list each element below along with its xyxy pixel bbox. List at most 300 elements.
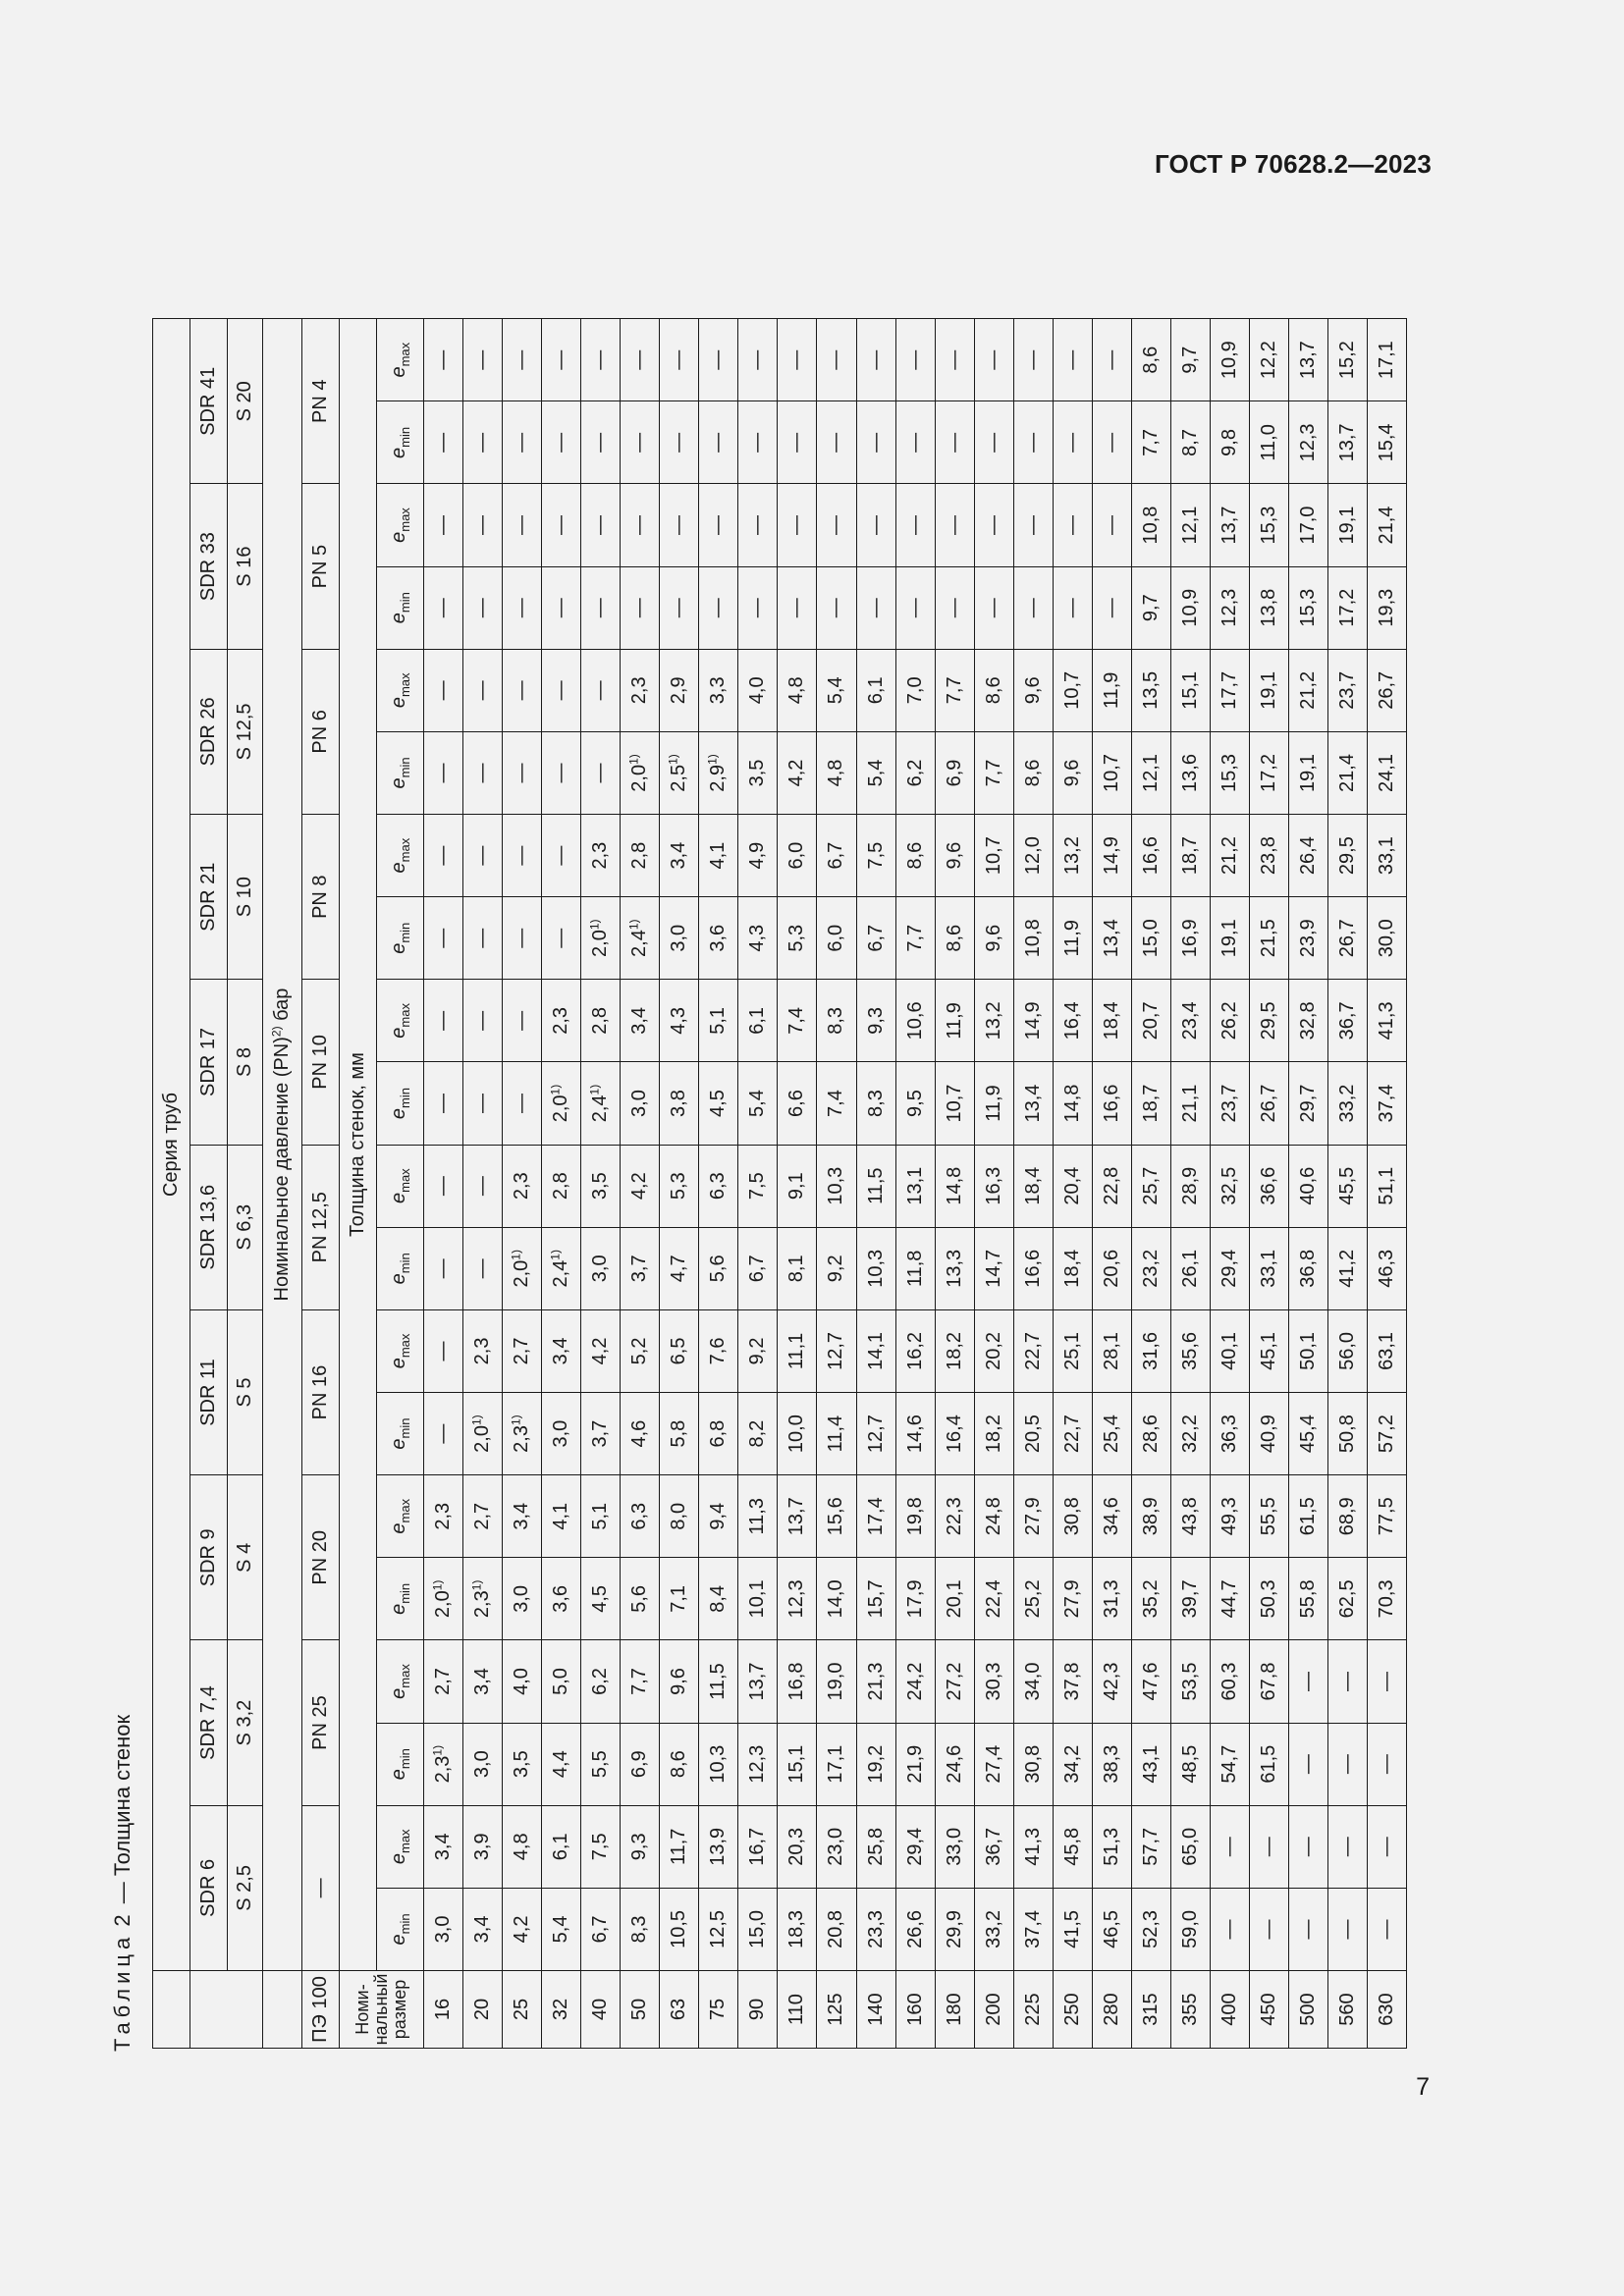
thickness-cell: — — [503, 897, 542, 980]
thickness-cell: 45,8 — [1053, 1805, 1092, 1888]
thickness-cell: 16,6 — [1131, 815, 1170, 897]
thickness-cell: — — [856, 319, 895, 401]
thickness-cell: 3,4 — [463, 1888, 503, 1970]
thickness-cell: — — [542, 401, 581, 484]
pn-pressure-header: PN 12,5 — [302, 1145, 340, 1309]
thickness-cell: 34,6 — [1092, 1475, 1131, 1558]
thickness-cell: 8,3 — [817, 980, 856, 1062]
table-caption — [110, 1715, 135, 2052]
thickness-cell: 21,4 — [1328, 731, 1368, 814]
thickness-cell: — — [424, 484, 463, 566]
pn-pressure-header: PN 16 — [302, 1309, 340, 1474]
nominal-size-cell: 250 — [1053, 1971, 1092, 2049]
thickness-cell: 34,2 — [1053, 1723, 1092, 1805]
thickness-cell: — — [1328, 1805, 1368, 1888]
s-series-header: S 16 — [228, 484, 263, 649]
thickness-cell: 14,9 — [1013, 980, 1053, 1062]
thickness-cell: 4,6 — [621, 1393, 660, 1475]
thickness-cell: — — [1053, 401, 1092, 484]
thickness-cell: 3,0 — [581, 1227, 621, 1309]
thickness-cell: — — [738, 401, 778, 484]
nominal-size-cell: 500 — [1289, 1971, 1328, 2049]
thickness-cell: — — [1013, 401, 1053, 484]
thickness-cell: — — [817, 319, 856, 401]
sdr-series-header: SDR 21 — [190, 815, 228, 980]
thickness-cell: 7,7 — [621, 1640, 660, 1723]
thickness-cell: 25,2 — [1013, 1558, 1053, 1640]
thickness-cell: 10,3 — [856, 1227, 895, 1309]
wall-thickness-table-wrap — [152, 319, 1398, 2049]
table-row — [778, 319, 817, 2049]
thickness-cell: 7,4 — [778, 980, 817, 1062]
table-row — [895, 319, 935, 2049]
thickness-cell: 47,6 — [1131, 1640, 1170, 1723]
thickness-cell: 15,6 — [817, 1475, 856, 1558]
thickness-cell: 2,7 — [463, 1475, 503, 1558]
thickness-cell: 19,3 — [1368, 566, 1407, 649]
thickness-cell: — — [1289, 1640, 1328, 1723]
table-row — [1289, 319, 1328, 2049]
thickness-cell: 33,1 — [1368, 815, 1407, 897]
thickness-cell: 3,6 — [542, 1558, 581, 1640]
thickness-cell: 15,1 — [1170, 649, 1210, 731]
thickness-cell: 9,7 — [1131, 566, 1170, 649]
thickness-cell: 2,3 — [542, 980, 581, 1062]
thickness-cell: 2,0$^{1)}$ — [503, 1227, 542, 1309]
thickness-cell: 2,0$^{1)}$ — [621, 731, 660, 814]
thickness-cell: — — [542, 649, 581, 731]
table-row — [1013, 319, 1053, 2049]
thickness-cell: 26,7 — [1368, 649, 1407, 731]
thickness-cell: 18,4 — [1013, 1145, 1053, 1227]
thickness-cell: — — [817, 566, 856, 649]
thickness-cell: — — [895, 566, 935, 649]
thickness-cell: 37,8 — [1053, 1640, 1092, 1723]
pressure-title-row — [263, 319, 302, 2049]
emin-header: $e_{min}$ — [377, 1393, 424, 1475]
thickness-cell: 19,2 — [856, 1723, 895, 1805]
thickness-cell: — — [1092, 484, 1131, 566]
thickness-cell: 10,9 — [1210, 319, 1249, 401]
thickness-cell: 6,1 — [738, 980, 778, 1062]
thickness-cell: 5,1 — [581, 1475, 621, 1558]
thickness-cell: 8,4 — [699, 1558, 738, 1640]
emax-header: $e_{max}$ — [377, 1145, 424, 1227]
thickness-cell: 19,1 — [1249, 649, 1288, 731]
thickness-cell: 3,5 — [738, 731, 778, 814]
thickness-cell: 6,6 — [778, 1062, 817, 1145]
thickness-cell: — — [1053, 484, 1092, 566]
s-row — [228, 319, 263, 2049]
thickness-cell: 12,7 — [856, 1393, 895, 1475]
thickness-cell: 18,3 — [778, 1888, 817, 1970]
thickness-cell: — — [581, 319, 621, 401]
thickness-cell: 33,1 — [1249, 1227, 1288, 1309]
row-blank-cell — [190, 1971, 263, 2049]
thickness-cell: 17,9 — [895, 1558, 935, 1640]
thickness-cell: — — [463, 980, 503, 1062]
thickness-cell: — — [581, 484, 621, 566]
thickness-cell: — — [935, 319, 974, 401]
thickness-cell: 36,3 — [1210, 1393, 1249, 1475]
thickness-cell: 12,2 — [1249, 319, 1288, 401]
thickness-cell: 2,4$^{1)}$ — [621, 897, 660, 980]
thickness-cell: 24,8 — [974, 1475, 1013, 1558]
thickness-cell: 20,2 — [974, 1309, 1013, 1392]
thickness-cell: 4,2 — [621, 1145, 660, 1227]
sdr-row — [190, 319, 228, 2049]
footnote-mark: 1) — [430, 1579, 445, 1591]
thickness-cell: 29,5 — [1328, 815, 1368, 897]
thickness-cell: 2,0$^{1)}$ — [463, 1393, 503, 1475]
thickness-cell: 70,3 — [1368, 1558, 1407, 1640]
thickness-cell: 33,2 — [1328, 1062, 1368, 1145]
thickness-cell: — — [1368, 1805, 1407, 1888]
thickness-cell: 18,4 — [1092, 980, 1131, 1062]
thickness-cell: 2,3 — [463, 1309, 503, 1392]
thickness-cell: 9,7 — [1170, 319, 1210, 401]
thickness-cell: 8,6 — [1131, 319, 1170, 401]
thickness-cell: 23,3 — [856, 1888, 895, 1970]
thickness-cell: 56,0 — [1328, 1309, 1368, 1392]
thickness-cell: 8,6 — [660, 1723, 699, 1805]
thickness-cell: — — [1249, 1888, 1288, 1970]
thickness-cell: — — [699, 566, 738, 649]
sdr-series-header: SDR 13,6 — [190, 1145, 228, 1309]
thickness-cell: — — [1289, 1888, 1328, 1970]
thickness-cell: 6,0 — [817, 897, 856, 980]
thickness-cell: 7,7 — [1131, 401, 1170, 484]
thickness-cell: 4,1 — [699, 815, 738, 897]
thickness-cell: 4,5 — [581, 1558, 621, 1640]
thickness-cell: 6,7 — [581, 1888, 621, 1970]
thickness-cell: 14,8 — [1053, 1062, 1092, 1145]
nominal-size-cell: 20 — [463, 1971, 503, 2049]
nominal-size-cell: 450 — [1249, 1971, 1288, 2049]
series-title: Серия труб — [153, 319, 190, 1971]
thickness-cell: 23,4 — [1170, 980, 1210, 1062]
pn-pressure-header: PN 4 — [302, 319, 340, 484]
thickness-cell: — — [778, 484, 817, 566]
thickness-cell: — — [503, 1062, 542, 1145]
thickness-cell: 6,7 — [817, 815, 856, 897]
thickness-cell: 6,0 — [778, 815, 817, 897]
thickness-cell: 5,2 — [621, 1309, 660, 1392]
pn-pressure-header: PN 20 — [302, 1475, 340, 1640]
thickness-cell: 16,6 — [1092, 1062, 1131, 1145]
table-row — [699, 319, 738, 2049]
thickness-cell: 3,4 — [503, 1475, 542, 1558]
thickness-cell: 27,9 — [1053, 1558, 1092, 1640]
thickness-cell: 41,2 — [1328, 1227, 1368, 1309]
thickness-cell: — — [581, 649, 621, 731]
pn-pressure-header: PN 8 — [302, 815, 340, 980]
thickness-cell: 13,7 — [1328, 401, 1368, 484]
s-series-header: S 2,5 — [228, 1805, 263, 1970]
thickness-cell: 10,8 — [1013, 897, 1053, 980]
thickness-cell: 14,1 — [856, 1309, 895, 1392]
thickness-cell: 16,4 — [1053, 980, 1092, 1062]
thickness-cell: 35,6 — [1170, 1309, 1210, 1392]
thickness-cell: 7,5 — [738, 1145, 778, 1227]
nominal-size-header: Номи- нальный размер — [340, 1971, 424, 2049]
thickness-cell: 27,2 — [935, 1640, 974, 1723]
emin-header: $e_{min}$ — [377, 1888, 424, 1970]
thickness-cell: — — [974, 484, 1013, 566]
table-row — [974, 319, 1013, 2049]
thickness-cell: 9,1 — [778, 1145, 817, 1227]
thickness-cell: 45,1 — [1249, 1309, 1288, 1392]
pe-label: ПЭ 100 — [302, 1971, 340, 2049]
thickness-cell: 65,0 — [1170, 1805, 1210, 1888]
thickness-cell: 4,8 — [503, 1805, 542, 1888]
thickness-cell: 4,8 — [817, 731, 856, 814]
table-row — [935, 319, 974, 2049]
pressure-blank-cell — [263, 1971, 302, 2049]
thickness-cell: 11,9 — [1092, 649, 1131, 731]
thickness-cell: — — [1013, 319, 1053, 401]
emax-header: $e_{max}$ — [377, 1309, 424, 1392]
thickness-cell: 15,3 — [1249, 484, 1288, 566]
thickness-cell: 6,7 — [856, 897, 895, 980]
thickness-cell: 18,7 — [1131, 1062, 1170, 1145]
thickness-cell: 9,6 — [660, 1640, 699, 1723]
thickness-cell: 9,3 — [621, 1805, 660, 1888]
page-number: 7 — [1416, 2073, 1430, 2101]
thickness-cell: 6,3 — [699, 1145, 738, 1227]
nominal-size-cell: 75 — [699, 1971, 738, 2049]
thickness-cell: 15,3 — [1210, 731, 1249, 814]
thickness-cell: 22,8 — [1092, 1145, 1131, 1227]
s-series-header: S 8 — [228, 980, 263, 1145]
thickness-cell: 19,1 — [1210, 897, 1249, 980]
thickness-cell: 17,2 — [1249, 731, 1288, 814]
table-row — [817, 319, 856, 2049]
thickness-cell: — — [463, 1062, 503, 1145]
thickness-cell: 10,3 — [699, 1723, 738, 1805]
caption-text: — Толщина стенок — [110, 1714, 135, 1904]
thickness-cell: — — [424, 731, 463, 814]
s-series-header: S 3,2 — [228, 1640, 263, 1805]
thickness-cell: — — [503, 649, 542, 731]
nominal-size-cell: 560 — [1328, 1971, 1368, 2049]
nominal-size-cell: 90 — [738, 1971, 778, 2049]
thickness-cell: 62,5 — [1328, 1558, 1368, 1640]
thickness-cell: — — [463, 319, 503, 401]
thickness-cell: 3,0 — [542, 1393, 581, 1475]
thickness-cell: — — [856, 484, 895, 566]
thickness-cell: 15,7 — [856, 1558, 895, 1640]
table-row — [1170, 319, 1210, 2049]
thickness-cell: 23,2 — [1131, 1227, 1170, 1309]
thickness-cell: 3,5 — [581, 1145, 621, 1227]
thickness-cell: 18,2 — [935, 1309, 974, 1392]
thickness-cell: — — [503, 980, 542, 1062]
thickness-cell: 29,9 — [935, 1888, 974, 1970]
nominal-size-cell: 200 — [974, 1971, 1013, 2049]
thickness-cell: 30,3 — [974, 1640, 1013, 1723]
thickness-cell: 6,2 — [895, 731, 935, 814]
thickness-cell: — — [699, 401, 738, 484]
thickness-cell: 40,1 — [1210, 1309, 1249, 1392]
thickness-cell: 21,5 — [1249, 897, 1288, 980]
thickness-cell: — — [503, 319, 542, 401]
thickness-cell: 51,1 — [1368, 1145, 1407, 1227]
thickness-cell: 16,8 — [778, 1640, 817, 1723]
emin-header: $e_{min}$ — [377, 731, 424, 814]
thickness-cell: — — [935, 401, 974, 484]
thickness-cell: 14,9 — [1092, 815, 1131, 897]
thickness-cell: 20,5 — [1013, 1393, 1053, 1475]
thickness-cell: 5,4 — [542, 1888, 581, 1970]
table-row — [503, 319, 542, 2049]
thickness-cell: 3,7 — [581, 1393, 621, 1475]
thickness-cell: — — [974, 401, 1013, 484]
thickness-cell: — — [621, 566, 660, 649]
thickness-cell: 15,1 — [778, 1723, 817, 1805]
thickness-cell: 8,1 — [778, 1227, 817, 1309]
thickness-cell: — — [1092, 319, 1131, 401]
thickness-cell: 3,3 — [699, 649, 738, 731]
thickness-cell: 6,7 — [738, 1227, 778, 1309]
thickness-cell: 17,7 — [1210, 649, 1249, 731]
footnote-mark: 1) — [469, 1415, 484, 1426]
thickness-cell: 50,3 — [1249, 1558, 1288, 1640]
thickness-cell: 60,3 — [1210, 1640, 1249, 1723]
thickness-cell: 8,7 — [1170, 401, 1210, 484]
thickness-cell: 20,7 — [1131, 980, 1170, 1062]
sdr-series-header: SDR 9 — [190, 1475, 228, 1640]
thickness-cell: 21,2 — [1210, 815, 1249, 897]
thickness-cell: 28,1 — [1092, 1309, 1131, 1392]
thickness-cell: 29,4 — [895, 1805, 935, 1888]
thickness-cell: 6,5 — [660, 1309, 699, 1392]
thickness-cell: 41,3 — [1013, 1805, 1053, 1888]
thickness-cell: 2,7 — [424, 1640, 463, 1723]
thickness-cell: — — [699, 484, 738, 566]
thickness-cell: 77,5 — [1368, 1475, 1407, 1558]
emax-header: $e_{max}$ — [377, 1805, 424, 1888]
thickness-cell: 4,3 — [660, 980, 699, 1062]
thickness-cell: 61,5 — [1249, 1723, 1288, 1805]
thickness-cell: 41,5 — [1053, 1888, 1092, 1970]
thickness-cell: 13,6 — [1170, 731, 1210, 814]
thickness-cell: 55,5 — [1249, 1475, 1288, 1558]
thickness-cell: 11,1 — [778, 1309, 817, 1392]
thickness-cell: 2,9 — [660, 649, 699, 731]
footnote-mark: 1) — [666, 754, 680, 765]
thickness-cell: 11,0 — [1249, 401, 1288, 484]
thickness-cell: 18,7 — [1170, 815, 1210, 897]
thickness-cell: 28,9 — [1170, 1145, 1210, 1227]
table-row — [621, 319, 660, 2049]
corner-blank-cell — [153, 1971, 190, 2049]
table-row — [660, 319, 699, 2049]
thickness-cell: 2,4$^{1)}$ — [542, 1227, 581, 1309]
thickness-cell: 25,8 — [856, 1805, 895, 1888]
thickness-cell: — — [895, 319, 935, 401]
thickness-cell: 13,1 — [895, 1145, 935, 1227]
thickness-cell: 10,7 — [1053, 649, 1092, 731]
thickness-cell: 4,2 — [581, 1309, 621, 1392]
emax-header: $e_{max}$ — [377, 815, 424, 897]
pn-pressure-header: PN 6 — [302, 649, 340, 814]
thickness-cell: 4,5 — [699, 1062, 738, 1145]
thickness-cell: 22,4 — [974, 1558, 1013, 1640]
thickness-cell: — — [463, 1227, 503, 1309]
thickness-cell: 2,0$^{1)}$ — [581, 897, 621, 980]
footnote-mark: 1) — [626, 754, 641, 765]
thickness-cell: 5,4 — [817, 649, 856, 731]
nominal-size-cell: 125 — [817, 1971, 856, 2049]
thickness-cell: 33,0 — [935, 1805, 974, 1888]
thickness-cell: 29,7 — [1289, 1062, 1328, 1145]
table-row — [1328, 319, 1368, 2049]
thickness-cell: — — [424, 1227, 463, 1309]
s-series-header: S 10 — [228, 815, 263, 980]
thickness-cell: — — [424, 1309, 463, 1392]
thickness-cell: — — [542, 897, 581, 980]
thickness-cell: — — [895, 401, 935, 484]
footnote-mark: 1) — [587, 919, 602, 931]
thickness-cell: — — [503, 484, 542, 566]
thickness-cell: 20,6 — [1092, 1227, 1131, 1309]
nominal-size-cell: 315 — [1131, 1971, 1170, 2049]
thickness-cell: — — [503, 815, 542, 897]
thickness-cell: 4,1 — [542, 1475, 581, 1558]
thickness-cell: — — [895, 484, 935, 566]
thickness-cell: 33,2 — [974, 1888, 1013, 1970]
footnote-mark: 1) — [509, 1415, 523, 1426]
pn-pressure-header: PN 10 — [302, 980, 340, 1145]
thickness-cell: 4,0 — [503, 1640, 542, 1723]
thickness-cell: 21,4 — [1368, 484, 1407, 566]
thickness-cell: 17,4 — [856, 1475, 895, 1558]
s-series-header: S 6,3 — [228, 1145, 263, 1309]
thickness-cell: 40,9 — [1249, 1393, 1288, 1475]
thickness-cell: 3,5 — [503, 1723, 542, 1805]
table-row — [856, 319, 895, 2049]
thickness-cell: 15,0 — [738, 1888, 778, 1970]
thickness-cell: — — [424, 566, 463, 649]
thickness-cell: 7,7 — [935, 649, 974, 731]
thickness-cell: 13,7 — [738, 1640, 778, 1723]
thickness-cell: 17,1 — [1368, 319, 1407, 401]
thickness-cell: 20,1 — [935, 1558, 974, 1640]
thickness-cell: — — [1092, 401, 1131, 484]
thickness-cell: 9,4 — [699, 1475, 738, 1558]
thickness-cell: 14,7 — [974, 1227, 1013, 1309]
thickness-cell: 12,3 — [778, 1558, 817, 1640]
thickness-cell: — — [424, 1393, 463, 1475]
thickness-cell: — — [581, 731, 621, 814]
thickness-cell: 13,3 — [935, 1227, 974, 1309]
thickness-cell: 68,9 — [1328, 1475, 1368, 1558]
thickness-cell: 16,6 — [1013, 1227, 1053, 1309]
thickness-cell: 8,6 — [1013, 731, 1053, 814]
thickness-cell: 32,5 — [1210, 1145, 1249, 1227]
thickness-cell: — — [660, 401, 699, 484]
thickness-cell: — — [1289, 1723, 1328, 1805]
emax-header: $e_{max}$ — [377, 1640, 424, 1723]
thickness-cell: 36,8 — [1289, 1227, 1328, 1309]
thickness-cell: — — [1013, 566, 1053, 649]
thickness-cell: 13,2 — [974, 980, 1013, 1062]
sdr-series-header: SDR 41 — [190, 319, 228, 484]
thickness-cell: — — [738, 566, 778, 649]
thickness-cell: 5,4 — [856, 731, 895, 814]
emin-header: $e_{min}$ — [377, 401, 424, 484]
